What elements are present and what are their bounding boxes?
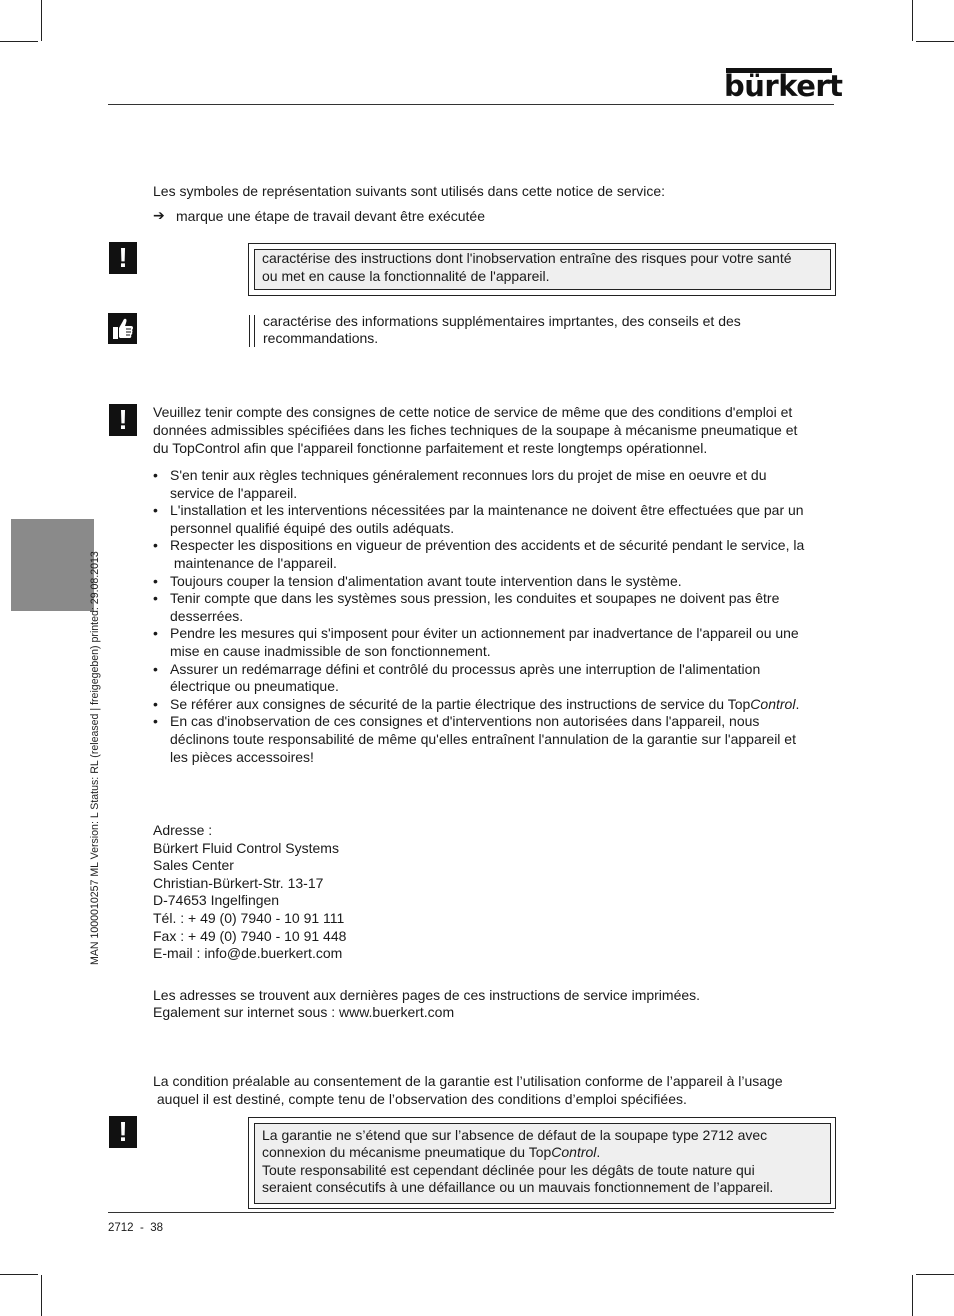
address-line: D-74653 Ingelfingen <box>153 892 280 909</box>
page-number: 2712 - 38 <box>108 1222 163 1234</box>
warranty-box-text: La garantie ne s’étend que sur l’absence de défaut de la soupape type 2712 avec <box>262 1127 768 1143</box>
document-meta: MAN 1000010257 ML Version: L Status: RL (released | freigegeben) printed: 29.08.2013 <box>89 551 101 965</box>
crop-mark <box>0 1274 38 1275</box>
crop-mark <box>916 1274 954 1275</box>
exclamation-icon: ! <box>109 404 137 436</box>
warranty-box-text: Toute responsabilité est cependant déclinée pour les dégâts de toute nature qui <box>262 1162 755 1178</box>
list-item: • S'en tenir aux règles techniques généralement reconnues lors du projet de mise en oeuvre et du service de l'appareil. <box>153 467 833 502</box>
list-item: • Respecter les dispositions en vigueur de prévention des accidents et de sécurité pendant le service, la maintenance de l'appareil. <box>153 537 833 572</box>
address-note: Egalement sur internet sous : www.buerkert.com <box>153 1004 455 1020</box>
address-note: Les adresses se trouvent aux dernières pages de ces instructions de service imprimées. <box>153 987 701 1003</box>
address-line: Adresse : <box>153 822 213 838</box>
arrow-right-icon: ➔ <box>153 208 165 224</box>
warranty-text: La condition préalable au consentement de la garantie est l’utilisation conforme de l’appareil à l’usage <box>153 1073 783 1089</box>
crop-mark <box>912 1275 913 1316</box>
crop-mark <box>41 0 42 41</box>
info-rule <box>249 315 250 347</box>
exclamation-icon: ! <box>109 242 137 274</box>
warranty-box-text: seraient consécutifs à une défaillance ou un mauvais fonctionnement de l’appareil. <box>262 1179 774 1195</box>
address-line: Fax : + 49 (0) 7940 - 10 91 448 <box>153 927 347 944</box>
address-line: E-mail : info@de.buerkert.com <box>153 945 343 962</box>
crop-mark <box>916 41 954 42</box>
address-line: Tél. : + 49 (0) 7940 - 10 91 111 <box>153 909 345 926</box>
address-line: Sales Center <box>153 857 234 874</box>
list-item: • Se référer aux consignes de sécurité de la partie électrique des instructions de service du TopControl. <box>153 696 833 714</box>
step-marker-text: marque une étape de travail devant être exécutée <box>176 208 485 224</box>
symbols-intro: Les symboles de représentation suivants sont utilisés dans cette notice de service: <box>153 183 666 199</box>
thumbs-up-hand-icon <box>108 313 137 344</box>
crop-mark <box>912 0 913 41</box>
address-line: Bürkert Fluid Control Systems <box>153 839 339 856</box>
safety-intro: données admissibles spécifiées dans les fiches techniques de la soupape à mécanisme pneumatique et <box>153 422 798 438</box>
exclamation-icon: ! <box>109 1116 137 1148</box>
header-rule <box>108 104 834 105</box>
address-block <box>153 822 346 963</box>
list-item: • Pendre les mesures qui s'imposent pour éviter un actionnement par inadvertance de l'appareil ou une mise en cause inadmissible de son fonctionnement. <box>153 625 833 660</box>
safety-intro: du TopControl afin que l'appareil fonctionne parfaitement et reste longtemps opérationnel. <box>153 440 708 456</box>
logo-text: bürkert <box>724 69 843 103</box>
danger-text: caractérise des instructions dont l'inobservation entraîne des risques pour votre santé <box>262 250 792 266</box>
crop-mark <box>41 1275 42 1316</box>
warranty-text: auquel il est destiné, compte tenu de l’observation des conditions d’emploi spécifiées. <box>153 1091 687 1107</box>
address-line: Christian-Bürkert-Str. 13-17 <box>153 874 324 891</box>
brand-logo <box>722 68 843 104</box>
safety-list <box>153 467 833 766</box>
footer-rule <box>108 1212 834 1213</box>
list-item: • Assurer un redémarrage défini et contrôlé du processus après une interruption de l'alimentation électrique ou pneumatique. <box>153 661 833 696</box>
warranty-box-text: connexion du mécanisme pneumatique du TopControl. <box>262 1144 601 1160</box>
danger-text: ou met en cause la fonctionnalité de l'appareil. <box>262 268 550 284</box>
list-item: • Toujours couper la tension d'alimentation avant toute intervention dans le système. <box>153 573 833 591</box>
sidebar-tab <box>11 519 94 611</box>
crop-mark <box>0 41 38 42</box>
info-text: recommandations. <box>263 330 379 346</box>
info-rule <box>254 315 255 347</box>
list-item: • L'installation et les interventions nécessitées par la maintenance ne doivent être effectuées que par un personnel qualifié équipé des outils adéquats. <box>153 502 833 537</box>
safety-intro: Veuillez tenir compte des consignes de cette notice de service de même que des conditions d'emploi et <box>153 404 793 420</box>
list-item: • Tenir compte que dans les systèmes sous pression, les conduites et soupapes ne doivent pas être desserrées. <box>153 590 833 625</box>
info-text: caractérise des informations supplémentaires imprtantes, des conseils et des <box>263 313 741 329</box>
list-item: • En cas d'inobservation de ces consignes et d'interventions non autorisées dans l'appareil, nous déclinons toute responsabilité de même qu'elles entraînent l'annulation de la garantie sur l'appareil et les pièces accessoires! <box>153 713 833 766</box>
